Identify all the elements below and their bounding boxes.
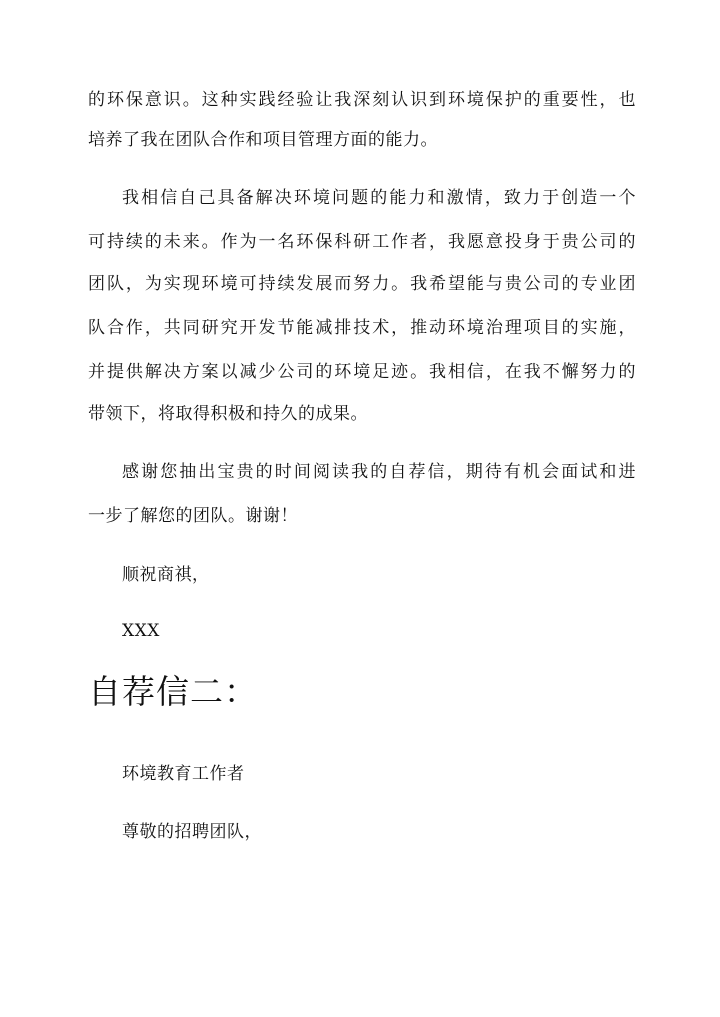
paragraph-line: 的环保意识。这种实践经验让我深刻认识到环境保护的重要性，也 (88, 90, 636, 110)
signature: XXX (122, 621, 160, 641)
paragraph-line: 一步了解您的团队。谢谢！ (88, 506, 298, 526)
paragraph-line: 我相信自己具备解决环境问题的能力和激情，致力于创造一个 (122, 188, 636, 208)
section-heading: 自荐信二： (88, 672, 258, 711)
paragraph-line: 带领下，将取得积极和持久的成果。 (88, 404, 368, 424)
salutation: 尊敬的招聘团队， (122, 822, 262, 842)
paragraph-line: 团队，为实现环境可持续发展而努力。我希望能与贵公司的专业团 (88, 274, 636, 294)
paragraph-line: 感谢您抽出宝贵的时间阅读我的自荐信，期待有机会面试和进 (122, 462, 636, 482)
paragraph-line: 培养了我在团队合作和项目管理方面的能力。 (88, 130, 438, 150)
paragraph-line: 可持续的未来。作为一名环保科研工作者，我愿意投身于贵公司的 (88, 232, 636, 252)
closing-line: 顺祝商祺， (122, 565, 210, 585)
paragraph-line: 并提供解决方案以减少公司的环境足迹。我相信，在我不懈努力的 (88, 362, 636, 382)
position-title: 环境教育工作者 (122, 764, 245, 784)
paragraph-line: 队合作，共同研究开发节能减排技术，推动环境治理项目的实施， (88, 318, 636, 338)
